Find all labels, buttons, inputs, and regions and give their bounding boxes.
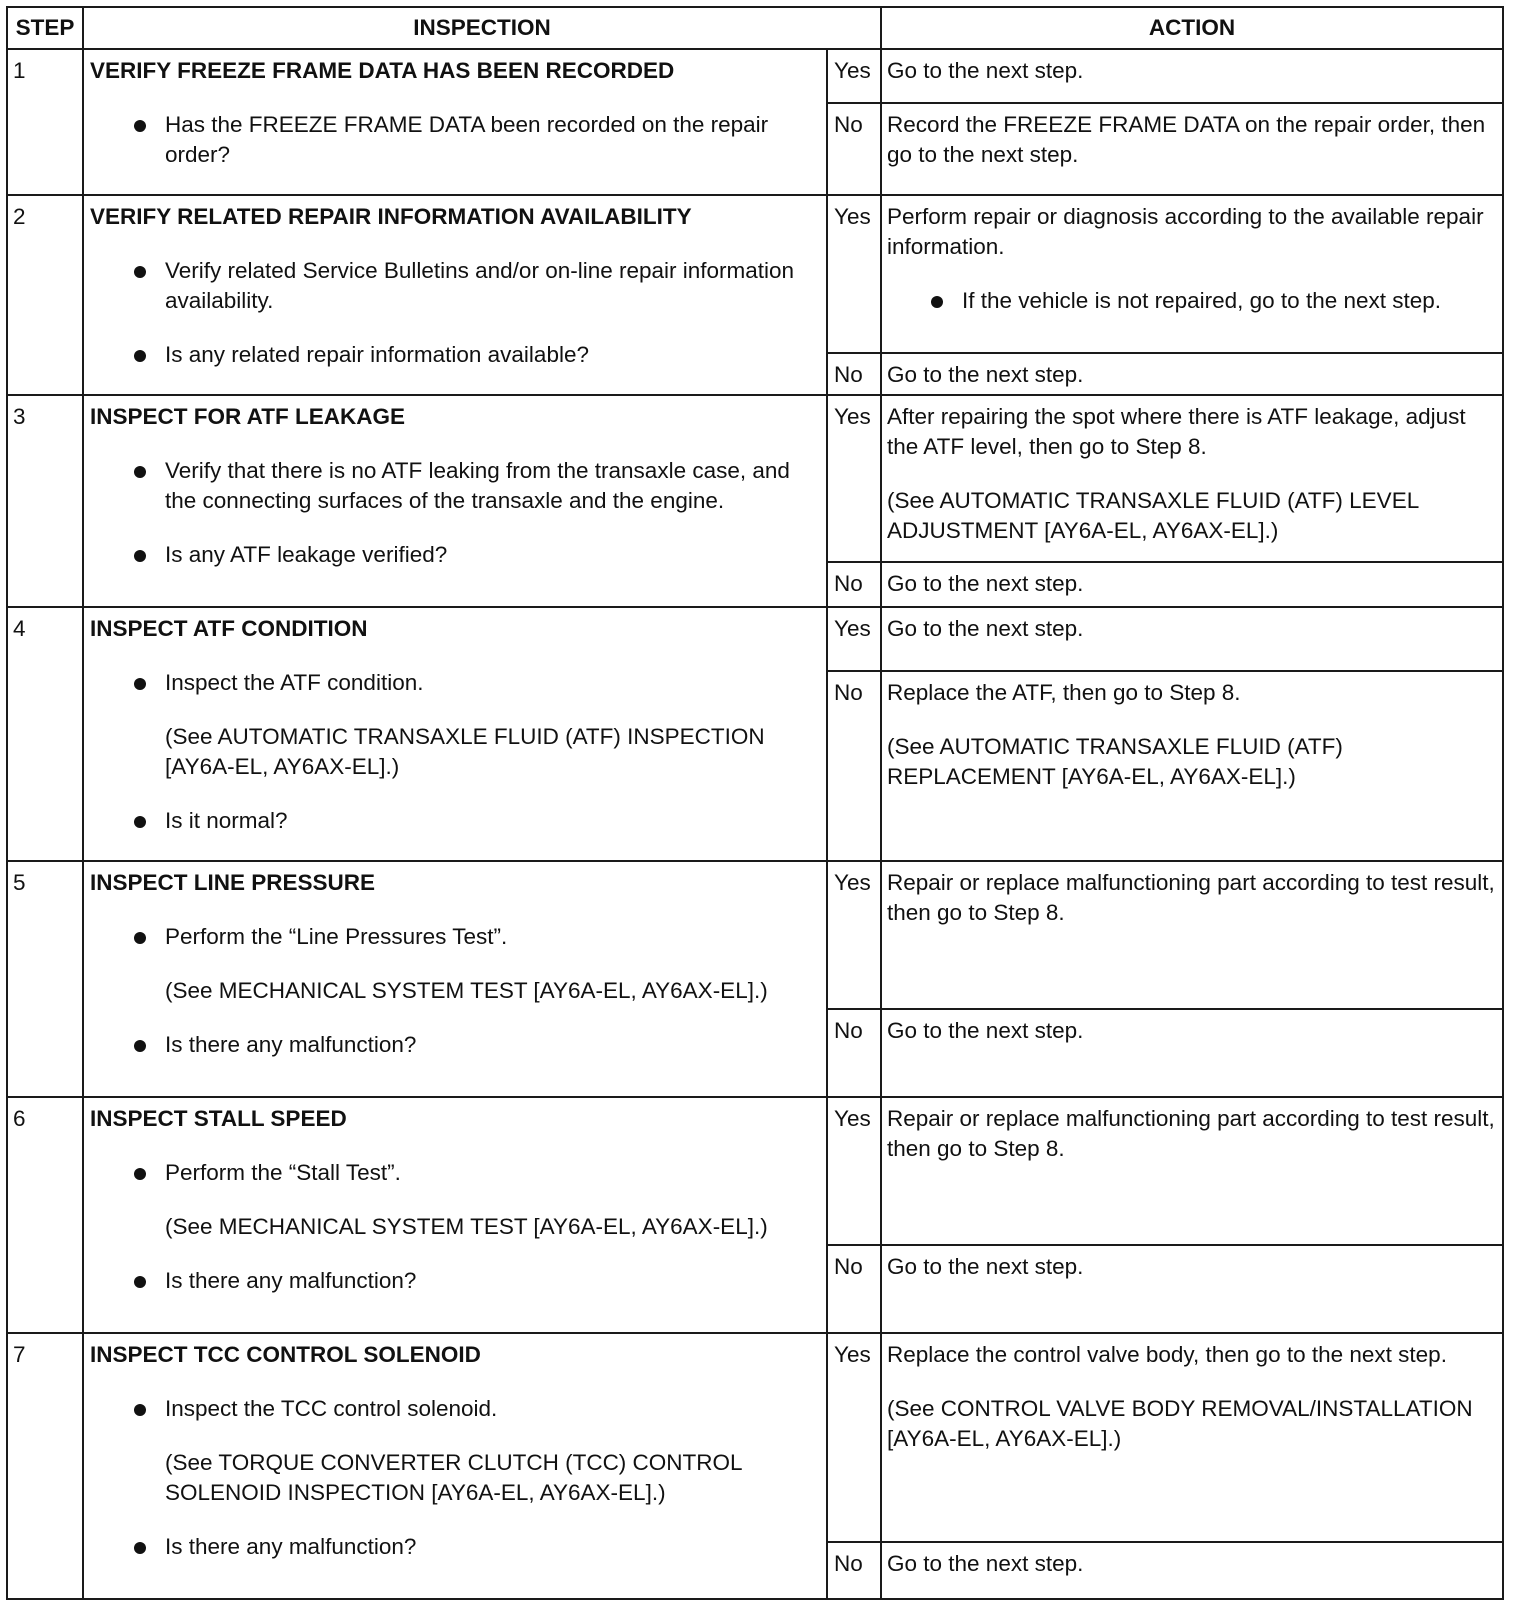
yes-action-cell: [881, 195, 1503, 353]
header-action: ACTION: [881, 7, 1503, 49]
no-action-cell: [881, 671, 1503, 862]
step-number: 6: [7, 1097, 83, 1333]
inspection-bullet: Verify that there is no ATF leaking from the transaxle case, and the connecting surfaces of the transaxle and the engine.: [90, 456, 820, 516]
inspection-question: Is any related repair information available?: [90, 340, 820, 370]
yes-action-reference: (See AUTOMATIC TRANSAXLE FLUID (ATF) LEVEL ADJUSTMENT [AY6A-EL, AY6AX-EL].): [887, 488, 1419, 543]
yes-action: Perform repair or diagnosis according to the available repair information.: [887, 204, 1484, 259]
inspection-cell: [83, 607, 827, 861]
step-number: 3: [7, 395, 83, 607]
step-row: [7, 395, 1503, 562]
no-label: No: [827, 671, 881, 862]
inspection-cell: [83, 195, 827, 395]
diagnostic-procedure-table: [6, 6, 1504, 1600]
no-action: Record the FREEZE FRAME DATA on the repair order, then go to the next step.: [881, 103, 1503, 195]
no-action: Go to the next step.: [881, 1009, 1503, 1097]
yes-action-cell: [881, 395, 1503, 562]
inspection-question: Is there any malfunction?: [90, 1030, 820, 1060]
yes-action-cell: [881, 1333, 1503, 1542]
no-label: No: [827, 1542, 881, 1599]
no-label: No: [827, 1245, 881, 1333]
step-number: 4: [7, 607, 83, 861]
step-row: [7, 861, 1503, 1009]
step-title: INSPECT TCC CONTROL SOLENOID: [90, 1342, 481, 1367]
inspection-cell: [83, 49, 827, 195]
yes-action-reference: (See CONTROL VALVE BODY REMOVAL/INSTALLATION [AY6A-EL, AY6AX-EL].): [887, 1396, 1473, 1451]
yes-action: Go to the next step.: [881, 607, 1503, 671]
inspection-question: Is any ATF leakage verified?: [90, 540, 820, 570]
step-title: INSPECT LINE PRESSURE: [90, 870, 376, 895]
step-row: [7, 1097, 1503, 1245]
no-action: Go to the next step.: [881, 353, 1503, 395]
inspection-bullet: Perform the “Stall Test”.: [90, 1158, 820, 1188]
step-title: VERIFY FREEZE FRAME DATA HAS BEEN RECORDED: [90, 58, 675, 83]
yes-action: Repair or replace malfunctioning part according to test result, then go to Step 8.: [881, 1097, 1503, 1245]
yes-action: Repair or replace malfunctioning part according to test result, then go to Step 8.: [881, 861, 1503, 1009]
inspection-bullet: Inspect the TCC control solenoid.: [90, 1394, 820, 1424]
yes-label: Yes: [827, 861, 881, 1009]
no-action: Go to the next step.: [881, 1542, 1503, 1599]
inspection-cell: [83, 395, 827, 607]
step-row: [7, 195, 1503, 353]
step-row: [7, 49, 1503, 103]
step-number: 2: [7, 195, 83, 395]
yes-label: Yes: [827, 607, 881, 671]
step-number: 5: [7, 861, 83, 1097]
inspection-bullet: Perform the “Line Pressures Test”.: [90, 922, 820, 952]
inspection-bullet: Inspect the ATF condition.: [90, 668, 820, 698]
no-action: Go to the next step.: [881, 1245, 1503, 1333]
no-label: No: [827, 353, 881, 395]
inspection-question: Is there any malfunction?: [90, 1532, 820, 1562]
step-title: VERIFY RELATED REPAIR INFORMATION AVAILABILITY: [90, 204, 692, 229]
yes-label: Yes: [827, 395, 881, 562]
no-action: Go to the next step.: [881, 562, 1503, 607]
inspection-cell: [83, 1333, 827, 1599]
inspection-question: Is it normal?: [90, 806, 820, 836]
inspection-reference: (See TORQUE CONVERTER CLUTCH (TCC) CONTROL SOLENOID INSPECTION [AY6A-EL, AY6AX-EL].): [165, 1450, 742, 1505]
yes-action: After repairing the spot where there is ATF leakage, adjust the ATF level, then go to Step 8.: [887, 404, 1466, 459]
step-title: INSPECT STALL SPEED: [90, 1106, 347, 1131]
step-number: 7: [7, 1333, 83, 1599]
inspection-reference: (See MECHANICAL SYSTEM TEST [AY6A-EL, AY6AX-EL].): [165, 978, 768, 1003]
inspection-bullet: Verify related Service Bulletins and/or on-line repair information availability.: [90, 256, 820, 316]
yes-label: Yes: [827, 49, 881, 103]
inspection-cell: [83, 1097, 827, 1333]
no-label: No: [827, 562, 881, 607]
no-label: No: [827, 1009, 881, 1097]
no-action-reference: (See AUTOMATIC TRANSAXLE FLUID (ATF) REPLACEMENT [AY6A-EL, AY6AX-EL].): [887, 733, 1343, 789]
step-title: INSPECT ATF CONDITION: [90, 616, 368, 641]
inspection-reference: (See AUTOMATIC TRANSAXLE FLUID (ATF) INSPECTION [AY6A-EL, AY6AX-EL].): [165, 724, 765, 779]
yes-label: Yes: [827, 195, 881, 353]
header-row: [7, 7, 1503, 49]
yes-label: Yes: [827, 1097, 881, 1245]
yes-action: Replace the control valve body, then go to the next step.: [887, 1342, 1447, 1367]
step-row: [7, 1333, 1503, 1542]
yes-action-bullet: If the vehicle is not repaired, go to the next step.: [887, 286, 1496, 316]
inspection-bullet: Has the FREEZE FRAME DATA been recorded on the repair order?: [90, 110, 820, 170]
yes-label: Yes: [827, 1333, 881, 1542]
no-label: No: [827, 103, 881, 195]
yes-action: Go to the next step.: [881, 49, 1503, 103]
header-step: STEP: [7, 7, 83, 49]
inspection-reference: (See MECHANICAL SYSTEM TEST [AY6A-EL, AY6AX-EL].): [165, 1214, 768, 1239]
step-title: INSPECT FOR ATF LEAKAGE: [90, 404, 405, 429]
step-number: 1: [7, 49, 83, 195]
inspection-question: Is there any malfunction?: [90, 1266, 820, 1296]
step-row: [7, 607, 1503, 671]
header-inspection: INSPECTION: [83, 7, 881, 49]
no-action: Replace the ATF, then go to Step 8.: [887, 679, 1241, 705]
inspection-cell: [83, 861, 827, 1097]
